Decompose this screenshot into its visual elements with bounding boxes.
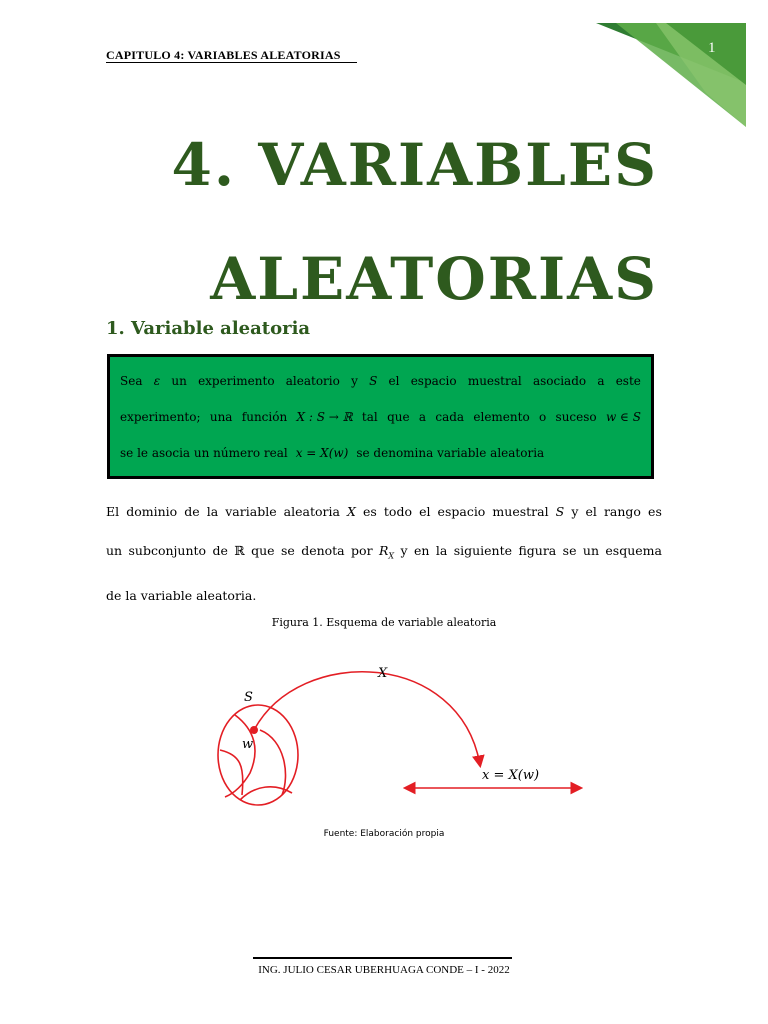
word: y bbox=[351, 374, 358, 388]
figure-caption: Figura 1. Esquema de variable aleatoria bbox=[271, 616, 497, 629]
math-expression: x = X(w) bbox=[295, 446, 349, 460]
mapping-arrow bbox=[254, 672, 480, 765]
word: la bbox=[206, 504, 219, 519]
word: y bbox=[571, 504, 579, 519]
word: el bbox=[388, 374, 400, 388]
math-symbol: S bbox=[555, 504, 565, 519]
word: es bbox=[363, 504, 377, 519]
random-variable-diagram bbox=[210, 655, 600, 815]
label-x-equals: x = X(w) bbox=[482, 768, 540, 783]
word: experimento; bbox=[120, 410, 201, 424]
header-rule bbox=[106, 62, 357, 63]
word: aleatorio bbox=[285, 374, 340, 388]
word: el bbox=[419, 504, 431, 519]
footer-author: ING. JULIO CESAR UBERHUAGA CONDE – I - 2022 bbox=[258, 964, 510, 976]
paragraph-line-1 bbox=[106, 492, 662, 531]
word: se bbox=[562, 543, 577, 558]
definition-box bbox=[107, 354, 654, 479]
word: asociado bbox=[532, 374, 587, 388]
page-number: 1 bbox=[708, 40, 716, 56]
word: espacio bbox=[410, 374, 457, 388]
word: un bbox=[582, 543, 599, 558]
word: todo bbox=[383, 504, 412, 519]
word: muestral bbox=[492, 504, 549, 519]
word: tal bbox=[361, 410, 378, 424]
text-run: se denomina variable aleatoria bbox=[356, 446, 545, 460]
word: experimento bbox=[198, 374, 275, 388]
word: una bbox=[209, 410, 233, 424]
word: denota bbox=[301, 543, 345, 558]
word: elemento bbox=[473, 410, 530, 424]
paragraph-line-3: de la variable aleatoria. bbox=[106, 587, 257, 603]
math-symbol: ε bbox=[153, 374, 161, 388]
math-expression: X : S → ℝ bbox=[296, 410, 353, 424]
word: esquema bbox=[605, 543, 662, 558]
word: siguiente bbox=[453, 543, 513, 558]
word: o bbox=[539, 410, 547, 424]
paragraph-line-2 bbox=[106, 531, 662, 576]
partition-curve bbox=[225, 715, 255, 797]
label-w: w bbox=[242, 737, 254, 752]
chapter-title-line2: ALEATORIAS bbox=[210, 245, 658, 313]
word: se bbox=[280, 543, 295, 558]
word: Sea bbox=[120, 374, 143, 388]
math-symbol: S bbox=[369, 374, 378, 388]
word: que bbox=[251, 543, 275, 558]
word: muestral bbox=[467, 374, 522, 388]
word: cada bbox=[435, 410, 465, 424]
word: aleatoria bbox=[283, 504, 340, 519]
word: variable bbox=[225, 504, 277, 519]
word: un bbox=[106, 543, 123, 558]
word: la bbox=[435, 543, 448, 558]
math-expression: w ∈ S bbox=[605, 410, 641, 424]
word: rango bbox=[603, 504, 641, 519]
math-symbol: X bbox=[347, 504, 356, 519]
math-range-symbol bbox=[379, 531, 394, 576]
word: el bbox=[585, 504, 597, 519]
word: de bbox=[212, 543, 228, 558]
math-subscript: X bbox=[388, 551, 395, 561]
label-X: X bbox=[378, 666, 388, 681]
word: función bbox=[241, 410, 288, 424]
definition-line-2 bbox=[120, 399, 641, 435]
footer-rule bbox=[253, 957, 512, 959]
chapter-title bbox=[172, 108, 658, 336]
word: dominio bbox=[126, 504, 178, 519]
word: en bbox=[413, 543, 430, 558]
running-header: CAPITULO 4: VARIABLES ALEATORIAS bbox=[106, 48, 341, 62]
word: por bbox=[351, 543, 373, 558]
text-run: se le asocia un número real bbox=[120, 446, 288, 460]
word: El bbox=[106, 504, 120, 519]
body-paragraph bbox=[106, 492, 662, 615]
chapter-title-line1: 4. VARIABLES bbox=[171, 131, 658, 199]
word: un bbox=[171, 374, 187, 388]
word: a bbox=[418, 410, 427, 424]
word: suceso bbox=[555, 410, 597, 424]
word: de bbox=[184, 504, 200, 519]
partition-curve bbox=[260, 730, 286, 795]
word: y bbox=[400, 543, 408, 558]
section-heading: 1. Variable aleatoria bbox=[106, 318, 311, 339]
math-symbol: ℝ bbox=[234, 543, 245, 558]
word: espacio bbox=[437, 504, 486, 519]
definition-line-3 bbox=[120, 435, 641, 471]
figure-source: Fuente: Elaboración propia bbox=[323, 829, 445, 839]
label-S: S bbox=[244, 690, 253, 705]
word: subconjunto bbox=[128, 543, 207, 558]
math-symbol: R bbox=[378, 543, 389, 558]
definition-line-1 bbox=[120, 363, 641, 399]
outcome-point bbox=[250, 726, 258, 734]
word: que bbox=[387, 410, 410, 424]
word: es bbox=[648, 504, 662, 519]
word: a bbox=[597, 374, 605, 388]
word: figura bbox=[518, 543, 557, 558]
word: este bbox=[615, 374, 641, 388]
